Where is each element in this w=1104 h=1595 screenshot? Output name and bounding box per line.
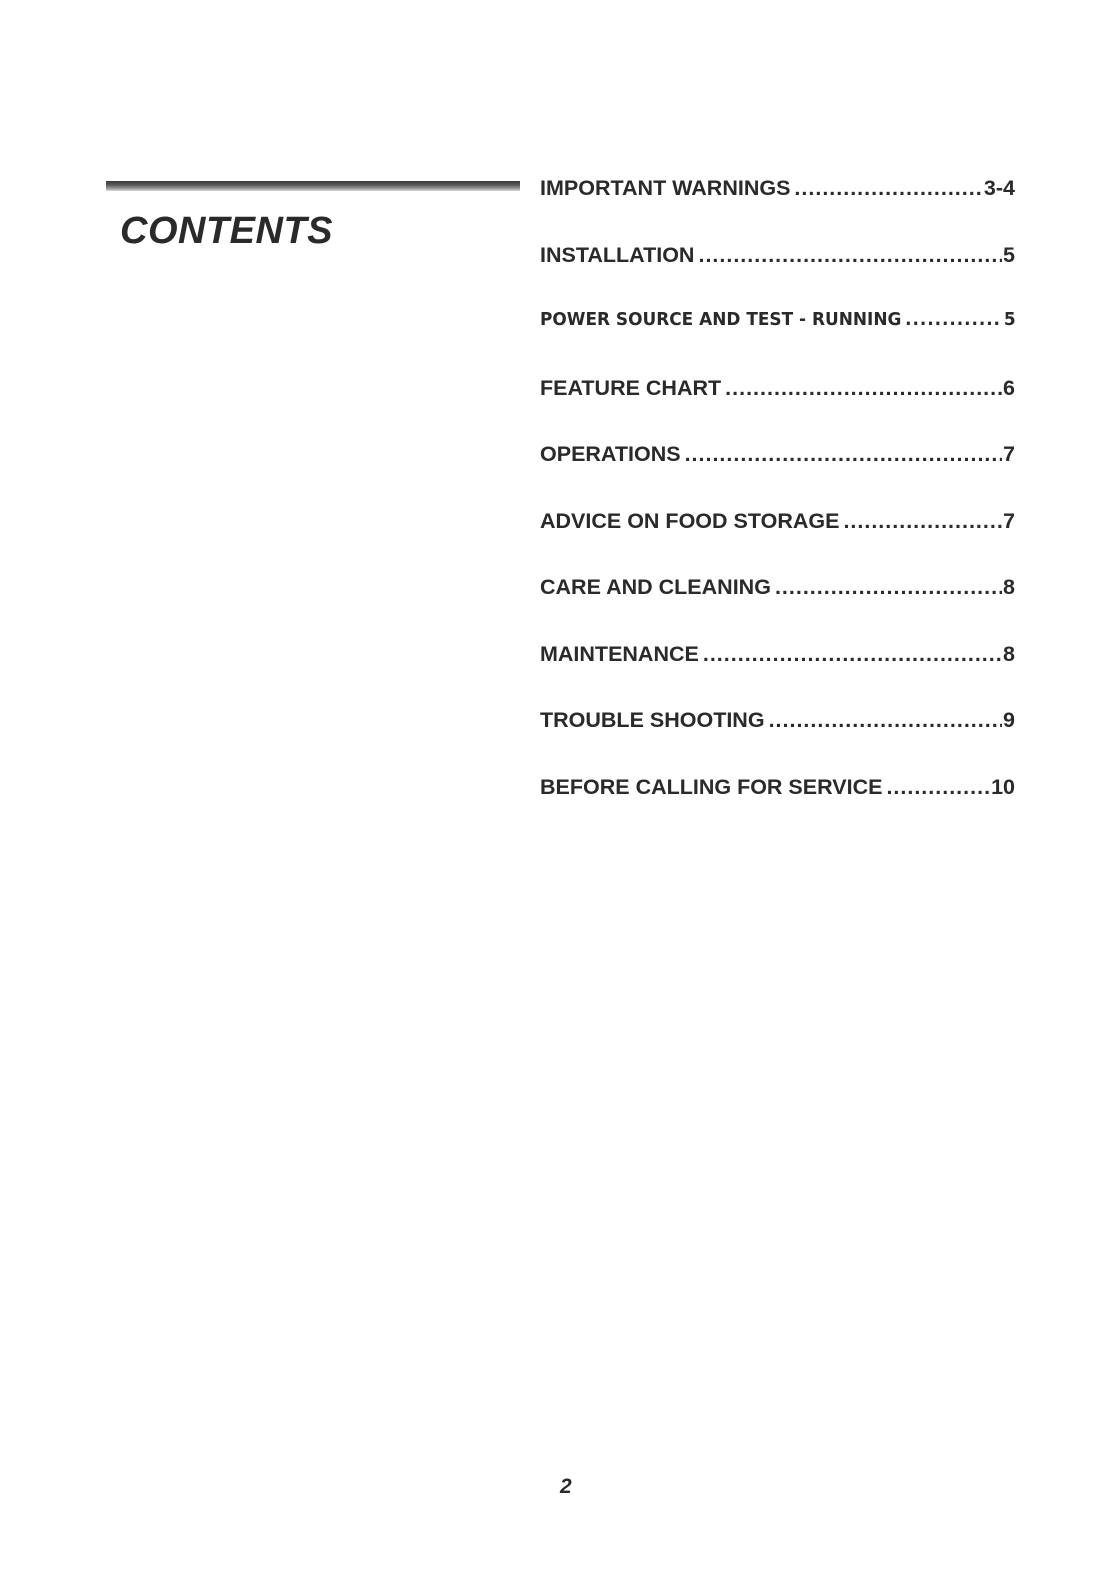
table-of-contents xyxy=(540,176,1015,841)
page-title: CONTENTS xyxy=(120,210,333,252)
toc-entry-care-cleaning[interactable] xyxy=(540,575,1015,642)
dot-leader xyxy=(698,243,1002,268)
dot-leader xyxy=(769,708,1002,733)
dot-leader xyxy=(886,775,990,800)
toc-entry-title: CARE AND CLEANING xyxy=(540,575,771,599)
toc-entry-title: INSTALLATION xyxy=(540,242,695,267)
toc-entry-before-calling-service[interactable] xyxy=(540,775,1015,842)
toc-entry-page: 5 xyxy=(1003,309,1016,330)
toc-entry-page: 8 xyxy=(1003,641,1015,666)
toc-entry-title: MAINTENANCE xyxy=(540,641,699,666)
toc-entry-page: 6 xyxy=(1003,375,1015,400)
dot-leader xyxy=(843,509,1002,534)
toc-entry-page: 3-4 xyxy=(983,176,1015,200)
page-number: 2 xyxy=(560,1475,572,1498)
toc-entry-page: 7 xyxy=(1003,508,1015,533)
toc-entry-title: BEFORE CALLING FOR SERVICE xyxy=(540,774,883,799)
toc-entry-page: 5 xyxy=(1003,242,1015,267)
toc-entry-title: FEATURE CHART xyxy=(540,375,722,400)
toc-entry-installation[interactable] xyxy=(540,243,1015,310)
toc-entry-title: IMPORTANT WARNINGS xyxy=(540,176,791,200)
toc-entry-title: ADVICE ON FOOD STORAGE xyxy=(540,508,840,533)
dot-leader xyxy=(905,309,1003,330)
toc-entry-important-warnings[interactable] xyxy=(540,176,1015,243)
toc-entry-page: 7 xyxy=(1003,442,1015,466)
toc-entry-page: 10 xyxy=(991,774,1015,799)
toc-entry-title: POWER SOURCE AND TEST - RUNNING xyxy=(540,309,902,330)
toc-entry-trouble-shooting[interactable] xyxy=(540,708,1015,775)
toc-entry-advice-food-storage[interactable] xyxy=(540,509,1015,576)
toc-entry-page: 9 xyxy=(1003,708,1015,732)
dot-leader xyxy=(775,575,1002,600)
dot-leader xyxy=(794,176,983,201)
dot-leader xyxy=(685,442,1002,467)
dot-leader xyxy=(725,376,1002,401)
dot-leader xyxy=(703,642,1002,667)
toc-entry-title: TROUBLE SHOOTING xyxy=(540,708,765,732)
header-rule xyxy=(106,181,520,191)
toc-entry-feature-chart[interactable] xyxy=(540,376,1015,443)
toc-entry-maintenance[interactable] xyxy=(540,642,1015,709)
toc-entry-power-source[interactable] xyxy=(540,309,1016,376)
toc-entry-operations[interactable] xyxy=(540,442,1015,509)
toc-entry-title: OPERATIONS xyxy=(540,442,681,466)
toc-entry-page: 8 xyxy=(1003,575,1015,599)
